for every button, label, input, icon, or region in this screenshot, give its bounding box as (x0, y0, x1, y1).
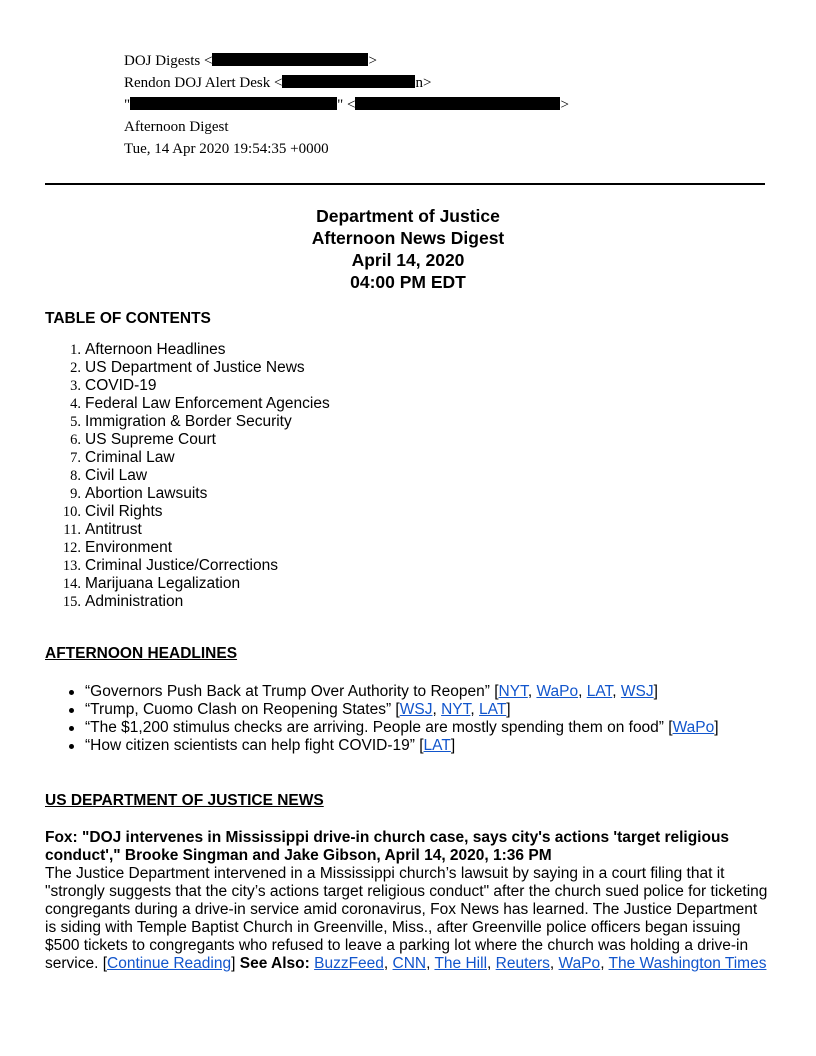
headline-item (45, 737, 719, 755)
to-value (124, 72, 431, 94)
headline-text: “How citizen scientists can help fight COVID-19” [ (85, 737, 424, 754)
toc-item (45, 575, 330, 593)
see-also-link[interactable]: WaPo (558, 955, 601, 972)
bullet-icon (69, 744, 74, 749)
title-line-4: 04:00 PM EDT (350, 272, 466, 292)
date-value: Tue, 14 Apr 2020 19:54:35 +0000 (124, 141, 329, 157)
source-link[interactable]: NYT (441, 701, 471, 718)
toc-item (45, 413, 330, 431)
toc-item (45, 341, 330, 359)
bcc-end: > (560, 97, 569, 113)
toc-item-number: 3. (70, 378, 81, 394)
story-after-continue: ] (231, 955, 240, 972)
toc-item-number: 4. (70, 396, 81, 412)
redaction-block (355, 97, 560, 110)
toc-item-number: 13. (62, 558, 81, 574)
toc-item-label: Immigration & Border Security (85, 413, 292, 430)
toc-item-number: 2. (70, 360, 81, 376)
toc-item-label: Civil Law (85, 467, 148, 484)
toc-heading: TABLE OF CONTENTS (45, 310, 211, 327)
see-also-label: See Also: (239, 955, 310, 972)
headline-end: ] (450, 737, 456, 754)
toc-item (45, 449, 330, 467)
redaction-block (282, 75, 415, 88)
toc-item-label: COVID-19 (85, 377, 157, 394)
bullet-icon (69, 708, 74, 713)
toc-item-number: 11. (63, 522, 81, 538)
toc-item (45, 557, 330, 575)
headline-item (45, 719, 719, 737)
toc-item-label: Federal Law Enforcement Agencies (85, 395, 330, 412)
title-line-1: Department of Justice (316, 206, 500, 226)
toc-item-number: 6. (70, 432, 81, 448)
toc-item-number: 1. (70, 342, 81, 358)
headline-text: “Trump, Cuomo Clash on Reopening States” [ (85, 701, 400, 718)
see-also-links: BuzzFeed, CNN, The Hill, Reuters, WaPo, The Washington Times (314, 955, 767, 972)
to-name: Rendon DOJ Alert Desk < (124, 75, 283, 91)
headline-item: “Governors Push Back at Trump Over Authority to Reopen” [NYT, WaPo, LAT, WSJ] (45, 683, 719, 701)
source-link[interactable]: WSJ (399, 701, 433, 718)
toc-item-label: Abortion Lawsuits (85, 485, 208, 502)
bcc-quote-open: " (124, 97, 131, 113)
toc-item-number: 12. (62, 540, 81, 556)
toc-item-label: Criminal Justice/Corrections (85, 557, 278, 574)
from-end: > (368, 53, 377, 69)
toc-item (45, 395, 330, 413)
from-name: DOJ Digests < (124, 53, 213, 69)
story-text: The Justice Department intervened in a Mississippi church’s lawsuit by saying in a court filing that it "strongly suggests that the city’s actions target religious conduct" after the church sued police for ticketing congregants during a drive-in service amid coronavirus, Fox News has learned. The Justice Department is siding with Temple Baptist Church in Greenville, Miss., after Greenville police officers began issuing $500 tickets to congregants who refused to leave a parking lot where the church was holding a drive-in service. [ (45, 865, 768, 972)
toc-item-number: 10. (62, 504, 81, 520)
source-link[interactable]: WSJ (620, 683, 654, 700)
toc-item-label: Criminal Law (85, 449, 175, 466)
source-link[interactable]: LAT (586, 683, 613, 700)
toc-item (45, 503, 330, 521)
headline-end: ] (714, 719, 719, 736)
toc-item-label: Marijuana Legalization (85, 575, 241, 592)
bullet-icon (69, 690, 74, 695)
toc-item (45, 485, 330, 503)
toc-item-number: 5. (70, 414, 81, 430)
toc-item (45, 359, 330, 377)
source-link[interactable]: WaPo (536, 683, 579, 700)
toc-item-number: 14. (62, 576, 81, 592)
title-line-3: April 14, 2020 (351, 250, 465, 270)
story-title: Fox: "DOJ intervenes in Mississippi drive-in church case, says city's actions 'target religious conduct'," Brooke Singman and Jake Gibson, April 14, 2020, 1:36 PM (45, 829, 730, 864)
see-also-link[interactable]: Reuters (495, 955, 550, 972)
source-link[interactable]: LAT (479, 701, 507, 718)
digest-title (0, 205, 816, 293)
doj-news-heading: US DEPARTMENT OF JUSTICE NEWS (45, 792, 324, 809)
story-body (45, 865, 770, 973)
headlines-heading: AFTERNOON HEADLINES (45, 645, 238, 662)
toc-item (45, 377, 330, 395)
title-line-2: Afternoon News Digest (311, 228, 505, 248)
headline-text: “The $1,200 stimulus checks are arriving. People are mostly spending them on food” [ (85, 719, 673, 736)
bcc-quote-close: " < (337, 97, 356, 113)
toc-item-number: 8. (70, 468, 81, 484)
toc-item-label: Civil Rights (85, 503, 163, 520)
continue-reading-link[interactable]: Continue Reading (107, 955, 232, 972)
headline-end: ] (506, 701, 511, 718)
toc-item (45, 431, 330, 449)
toc-item-label: US Department of Justice News (85, 359, 305, 376)
bullet-icon (69, 726, 74, 731)
subject-value: Afternoon Digest (124, 119, 229, 135)
toc-item-label: Antitrust (85, 521, 142, 538)
header-divider (45, 183, 765, 185)
toc-item (45, 521, 330, 539)
toc-item-number: 15. (62, 594, 81, 610)
from-value (124, 50, 377, 72)
redaction-block (212, 53, 368, 66)
see-also-link[interactable]: The Hill (434, 955, 488, 972)
source-link[interactable]: NYT (498, 683, 528, 700)
toc-item (45, 467, 330, 485)
toc-item-label: Administration (85, 593, 184, 610)
to-end: n> (415, 75, 432, 91)
see-also-link[interactable]: CNN (392, 955, 427, 972)
headline-end: ] (653, 683, 658, 700)
see-also-link[interactable]: The Washington Times (608, 955, 767, 972)
toc-item-label: Environment (85, 539, 173, 556)
toc-item-number: 9. (70, 486, 81, 502)
toc-item-label: Afternoon Headlines (85, 341, 226, 358)
toc-item-number: 7. (70, 450, 81, 466)
headline-item: “Trump, Cuomo Clash on Reopening States” [WSJ, NYT, LAT] (45, 701, 719, 719)
redaction-block (130, 97, 337, 110)
headline-text: “Governors Push Back at Trump Over Authority to Reopen” [ (85, 683, 499, 700)
headlines-list (45, 683, 719, 755)
toc-list (45, 341, 330, 611)
source-link[interactable]: LAT (423, 737, 451, 754)
toc-item (45, 593, 330, 611)
see-also-link[interactable]: BuzzFeed (314, 955, 384, 972)
toc-item (45, 539, 330, 557)
source-link[interactable]: WaPo (672, 719, 715, 736)
bcc-value (124, 94, 569, 116)
toc-item-label: US Supreme Court (85, 431, 216, 448)
